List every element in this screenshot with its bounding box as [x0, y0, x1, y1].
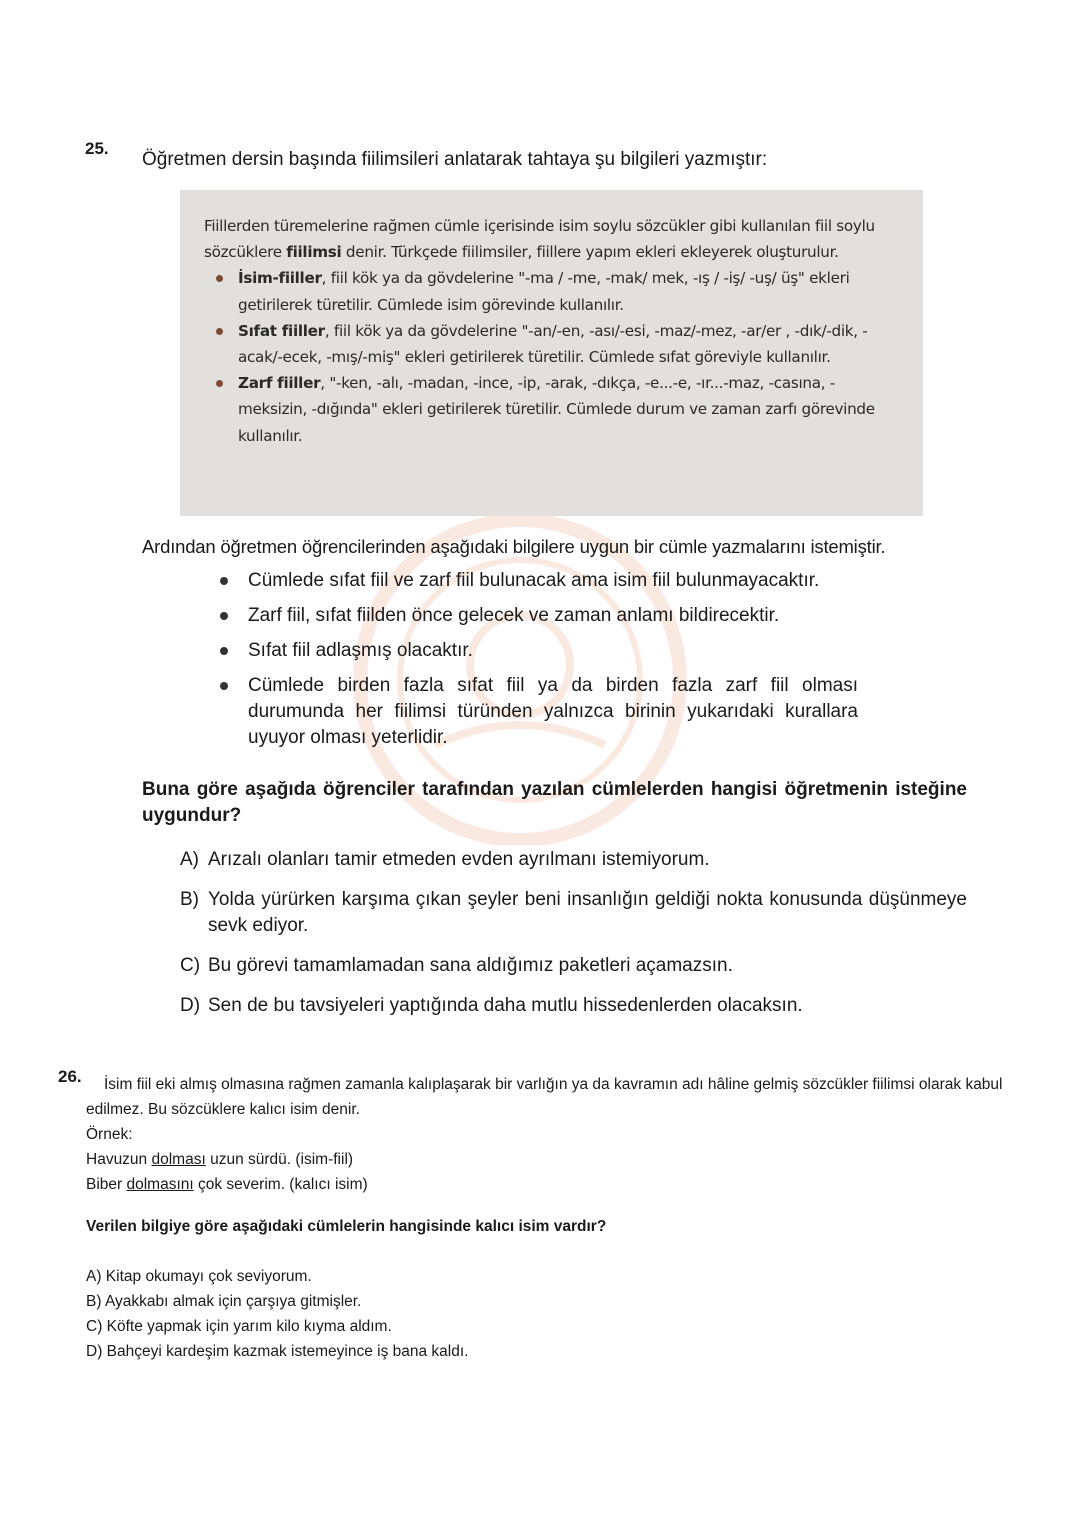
requirement-item: Zarf fiil, sıfat fiilden önce gelecek ve zaman anlamı bildirecektir. [218, 603, 858, 629]
info-bullet: İsim-fiiller, fiil kök ya da gövdelerine "-ma / -me, -mak/ mek, -ış / -iş/ -uş/ üş" ekleri getirilerek türetilir. Cümlede isim görevinde kullanılır. [204, 265, 899, 317]
option-a[interactable]: A) Kitap okumayı çok seviyorum. [86, 1268, 312, 1285]
example-line: Biber dolmasını çok severim. (kalıcı isim) [86, 1176, 368, 1193]
info-bullet: Sıfat fiiller, fiil kök ya da gövdelerine "-an/-en, -ası/-esi, -maz/-mez, -ar/er , -dık/-dik, -acak/-ecek, -mış/-miş" ekleri getirilerek türetilir. Cümlede sıfat göreviyle kullanılır. [204, 318, 899, 370]
requirements-list [218, 568, 858, 760]
followup-text: Ardından öğretmen öğrencilerinden aşağıdaki bilgilere uygun bir cümle yazmalarını istemiştir. [142, 536, 886, 557]
bullet-icon [216, 380, 223, 387]
question-stem: Buna göre aşağıda öğrenciler tarafından yazılan cümlelerden hangisi öğretmenin isteğine uygundur? [142, 779, 967, 826]
bullet-icon [220, 647, 228, 655]
answer-options [180, 847, 967, 1019]
question-number: 25. [85, 139, 109, 158]
option-c[interactable]: C) Köfte yapmak için yarım kilo kıyma aldım. [86, 1318, 392, 1335]
bullet-icon [216, 275, 223, 282]
requirement-item: Cümlede birden fazla sıfat fiil ya da birden fazla zarf fiil olması durumunda her fiilimsi türünden yalnızca birinin yukarıdaki kurallara uyuyor olması yeterlidir. [218, 673, 858, 751]
requirement-item: Cümlede sıfat fiil ve zarf fiil bulunacak ama isim fiil bulunmayacaktır. [218, 568, 858, 594]
question-number: 26. [58, 1067, 82, 1086]
option-a[interactable]: A) Arızalı olanları tamir etmeden evden ayrılmanı istemiyorum. [180, 849, 710, 870]
bullet-icon [220, 612, 228, 620]
bullet-icon [220, 682, 228, 690]
option-d[interactable]: D) Sen de bu tavsiyeleri yaptığında daha mutlu hissedenlerden olacaksın. [180, 995, 803, 1016]
question-stem: Verilen bilgiye göre aşağıdaki cümlelerin hangisinde kalıcı isim vardır? [86, 1218, 607, 1235]
info-paragraph: İsim fiil eki almış olmasına rağmen zamanla kalıplaşarak bir varlığın ya da kavramın adı hâline gelmiş sözcükler fiilimsi olarak kabul edilmez. Bu sözcüklere kalıcı isim denir. [86, 1076, 1003, 1118]
info-bullet: Zarf fiiller, "-ken, -alı, -madan, -ince, -ip, -arak, -dıkça, -e...-e, -ır...-maz, -casına, -meksizin, -dığında" ekleri getirilerek türetilir. Cümlede durum ve zaman zarfı görevinde kullanılır. [204, 370, 899, 449]
bullet-icon [220, 577, 228, 585]
option-b[interactable]: B) Yolda yürürken karşıma çıkan şeyler beni insanlığın geldiği nokta konusunda düşünmeye sevk ediyor. [180, 889, 967, 936]
info-box [180, 190, 923, 516]
example-line: Havuzun dolması uzun sürdü. (isim-fiil) [86, 1151, 354, 1168]
option-b[interactable]: B) Ayakkabı almak için çarşıya gitmişler. [86, 1293, 362, 1310]
option-d[interactable]: D) Bahçeyi kardeşim kazmak istemeyince iş bana kaldı. [86, 1343, 469, 1360]
option-c[interactable]: C) Bu görevi tamamlamadan sana aldığımız paketleri açamazsın. [180, 955, 733, 976]
info-paragraph: Fiillerden türemelerine rağmen cümle içerisinde isim soylu sözcükler gibi kullanılan fiil soylu sözcüklere fiilimsi denir. Türkçede fiilimsiler, fiillere yapım ekleri ekleyerek oluşturulur. [204, 217, 875, 262]
example-label: Örnek: [86, 1126, 133, 1143]
requirement-item: Sıfat fiil adlaşmış olacaktır. [218, 638, 858, 664]
bullet-icon [216, 328, 223, 335]
question-intro: Öğretmen dersin başında fiilimsileri anlatarak tahtaya şu bilgileri yazmıştır: [142, 149, 768, 170]
question-26 [86, 1072, 1026, 1364]
